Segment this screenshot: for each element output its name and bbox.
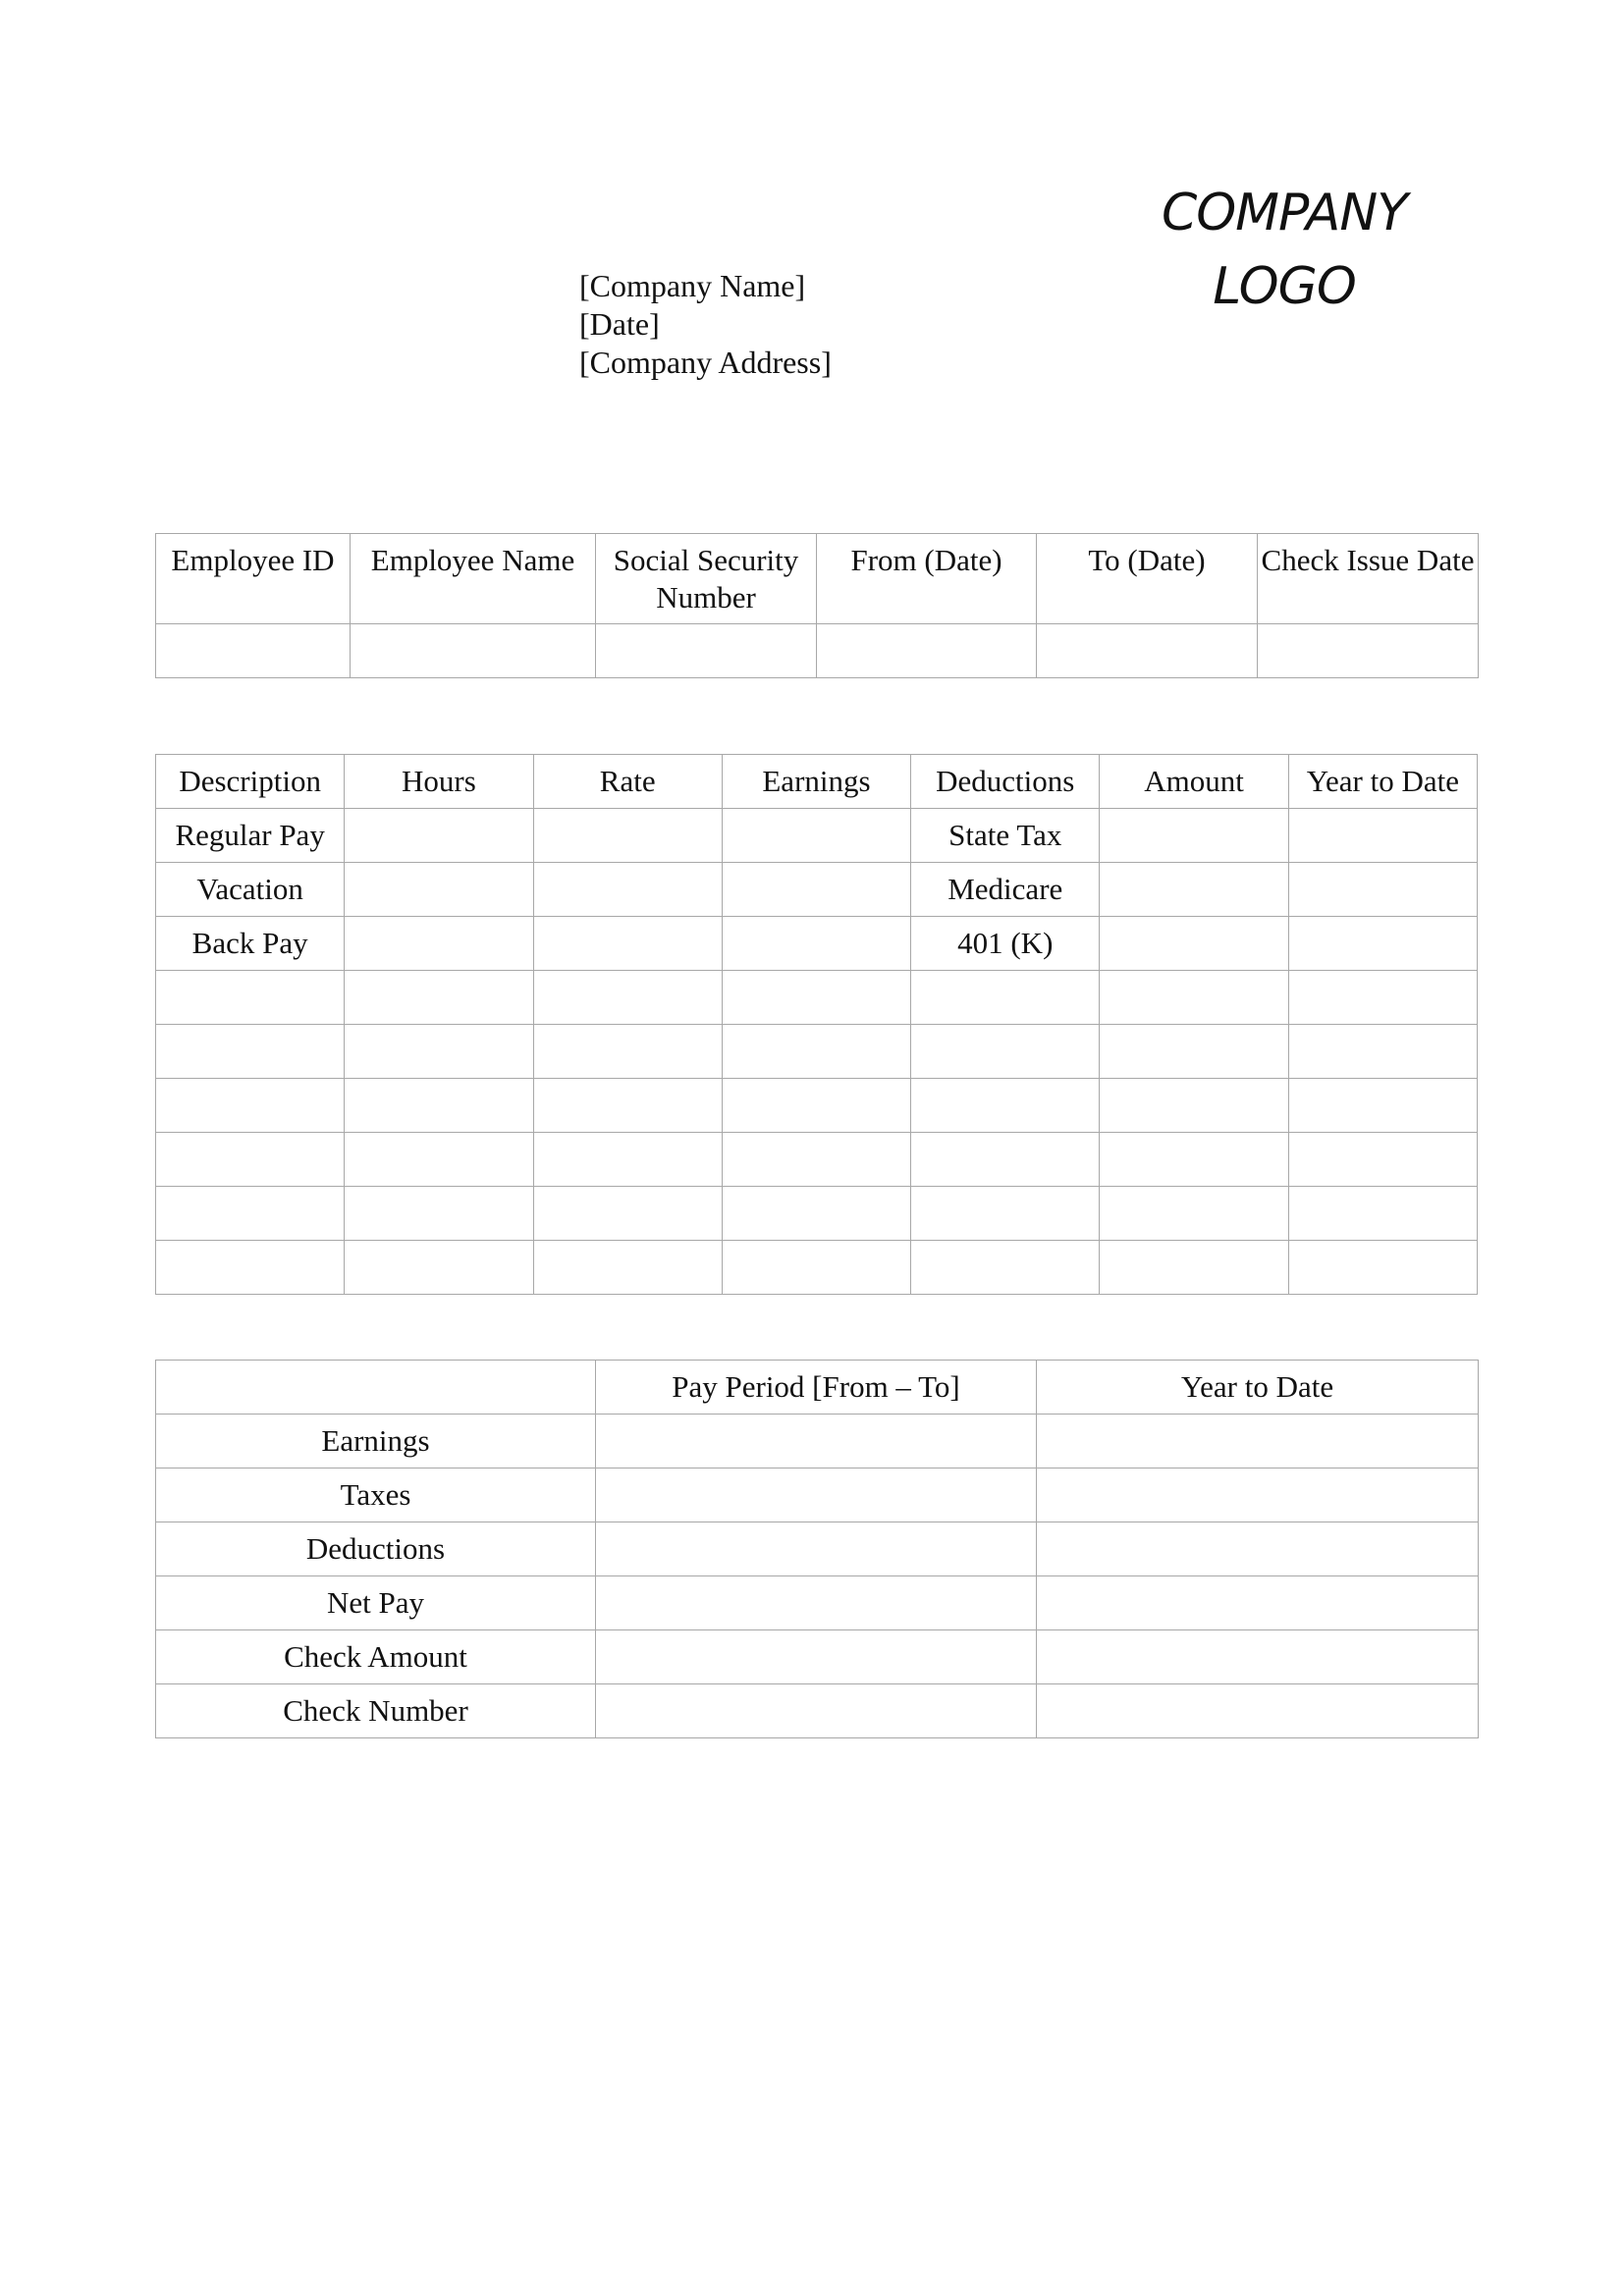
employee-info-table xyxy=(155,533,1479,678)
col-rate: Rate xyxy=(533,755,722,809)
table-row xyxy=(156,917,1478,971)
amount-cell[interactable] xyxy=(1100,863,1288,917)
rate-cell[interactable] xyxy=(533,809,722,863)
rate-cell[interactable] xyxy=(533,1079,722,1133)
pay-period-cell[interactable] xyxy=(596,1522,1037,1576)
pay-period-cell[interactable] xyxy=(596,1630,1037,1684)
logo-line-1: COMPANY xyxy=(1161,184,1408,242)
deduction-cell[interactable]: Medicare xyxy=(911,863,1100,917)
pay-period-cell[interactable] xyxy=(596,1415,1037,1468)
table-row xyxy=(156,1241,1478,1295)
deduction-cell[interactable] xyxy=(911,1241,1100,1295)
deduction-cell[interactable] xyxy=(911,1079,1100,1133)
earnings-deductions-table xyxy=(155,754,1478,1295)
table-row xyxy=(156,1133,1478,1187)
table-row xyxy=(156,624,1479,678)
description-cell[interactable]: Vacation xyxy=(156,863,345,917)
amount-cell[interactable] xyxy=(1100,809,1288,863)
table-row xyxy=(156,809,1478,863)
pay-period-cell[interactable] xyxy=(596,1468,1037,1522)
amount-cell[interactable] xyxy=(1100,1133,1288,1187)
earnings-cell[interactable] xyxy=(722,863,910,917)
earnings-cell[interactable] xyxy=(722,1079,910,1133)
earnings-cell[interactable] xyxy=(722,1241,910,1295)
ytd-cell[interactable] xyxy=(1037,1415,1479,1468)
ytd-cell[interactable] xyxy=(1288,971,1477,1025)
description-cell[interactable] xyxy=(156,1079,345,1133)
earnings-cell[interactable] xyxy=(722,971,910,1025)
hours-cell[interactable] xyxy=(345,917,533,971)
logo-line-2: LOGO xyxy=(1213,257,1356,316)
table-row xyxy=(156,1187,1478,1241)
rate-cell[interactable] xyxy=(533,971,722,1025)
table-row xyxy=(156,1576,1479,1630)
description-cell[interactable]: Back Pay xyxy=(156,917,345,971)
pay-period-cell[interactable] xyxy=(596,1684,1037,1738)
table-row xyxy=(156,1415,1479,1468)
company-address: [Company Address] xyxy=(579,345,832,380)
col-ssn: Social Security Number xyxy=(596,534,817,624)
summary-row-label: Check Number xyxy=(156,1684,596,1738)
amount-cell[interactable] xyxy=(1100,1025,1288,1079)
col-check-issue-date: Check Issue Date xyxy=(1258,534,1479,624)
ytd-cell[interactable] xyxy=(1288,1187,1477,1241)
company-name: [Company Name] xyxy=(579,268,806,303)
ytd-cell[interactable] xyxy=(1037,1630,1479,1684)
hours-cell[interactable] xyxy=(345,1133,533,1187)
table-row xyxy=(156,1468,1479,1522)
hours-cell[interactable] xyxy=(345,863,533,917)
description-cell[interactable] xyxy=(156,1025,345,1079)
hours-cell[interactable] xyxy=(345,809,533,863)
earnings-cell[interactable] xyxy=(722,917,910,971)
description-cell[interactable] xyxy=(156,1187,345,1241)
summary-row-label: Check Amount xyxy=(156,1630,596,1684)
ytd-cell[interactable] xyxy=(1288,1079,1477,1133)
ytd-cell[interactable] xyxy=(1288,809,1477,863)
description-cell[interactable] xyxy=(156,1241,345,1295)
col-year-to-date: Year to Date xyxy=(1037,1361,1479,1415)
table-row xyxy=(156,1630,1479,1684)
rate-cell[interactable] xyxy=(533,1241,722,1295)
earnings-cell[interactable] xyxy=(722,1187,910,1241)
deduction-cell[interactable] xyxy=(911,1133,1100,1187)
col-description: Description xyxy=(156,755,345,809)
hours-cell[interactable] xyxy=(345,1187,533,1241)
deduction-cell[interactable]: State Tax xyxy=(911,809,1100,863)
description-cell[interactable]: Regular Pay xyxy=(156,809,345,863)
deduction-cell[interactable] xyxy=(911,1025,1100,1079)
table-header-row xyxy=(156,755,1478,809)
description-cell[interactable] xyxy=(156,971,345,1025)
ytd-cell[interactable] xyxy=(1288,1133,1477,1187)
col-earnings: Earnings xyxy=(722,755,910,809)
description-cell[interactable] xyxy=(156,1133,345,1187)
ytd-cell[interactable] xyxy=(1288,917,1477,971)
col-amount: Amount xyxy=(1100,755,1288,809)
amount-cell[interactable] xyxy=(1100,1187,1288,1241)
summary-row-label: Taxes xyxy=(156,1468,596,1522)
col-deductions: Deductions xyxy=(911,755,1100,809)
table-row xyxy=(156,1025,1478,1079)
ytd-cell[interactable] xyxy=(1037,1522,1479,1576)
amount-cell[interactable] xyxy=(1100,1079,1288,1133)
ytd-cell[interactable] xyxy=(1037,1468,1479,1522)
col-hours: Hours xyxy=(345,755,533,809)
employee-id-cell[interactable] xyxy=(156,624,351,678)
company-logo xyxy=(1088,177,1481,324)
deduction-cell[interactable] xyxy=(911,1187,1100,1241)
rate-cell[interactable] xyxy=(533,1025,722,1079)
ytd-cell[interactable] xyxy=(1288,863,1477,917)
company-info xyxy=(579,267,832,382)
hours-cell[interactable] xyxy=(345,1025,533,1079)
hours-cell[interactable] xyxy=(345,1241,533,1295)
ssn-cell[interactable] xyxy=(596,624,817,678)
col-blank xyxy=(156,1361,596,1415)
summary-row-label: Net Pay xyxy=(156,1576,596,1630)
rate-cell[interactable] xyxy=(533,1133,722,1187)
summary-row-label: Earnings xyxy=(156,1415,596,1468)
ytd-cell[interactable] xyxy=(1037,1576,1479,1630)
col-year-to-date: Year to Date xyxy=(1288,755,1477,809)
rate-cell[interactable] xyxy=(533,917,722,971)
col-employee-id: Employee ID xyxy=(156,534,351,624)
table-header-row xyxy=(156,534,1479,624)
table-header-row xyxy=(156,1361,1479,1415)
hours-cell[interactable] xyxy=(345,1079,533,1133)
ytd-cell[interactable] xyxy=(1037,1684,1479,1738)
pay-summary-table xyxy=(155,1360,1479,1738)
table-row xyxy=(156,1522,1479,1576)
pay-period-cell[interactable] xyxy=(596,1576,1037,1630)
earnings-cell[interactable] xyxy=(722,809,910,863)
check-issue-date-cell[interactable] xyxy=(1258,624,1479,678)
table-row xyxy=(156,971,1478,1025)
amount-cell[interactable] xyxy=(1100,917,1288,971)
from-date-cell[interactable] xyxy=(817,624,1037,678)
amount-cell[interactable] xyxy=(1100,971,1288,1025)
employee-name-cell[interactable] xyxy=(351,624,596,678)
col-pay-period: Pay Period [From – To] xyxy=(596,1361,1037,1415)
rate-cell[interactable] xyxy=(533,863,722,917)
amount-cell[interactable] xyxy=(1100,1241,1288,1295)
ytd-cell[interactable] xyxy=(1288,1241,1477,1295)
summary-row-label: Deductions xyxy=(156,1522,596,1576)
ytd-cell[interactable] xyxy=(1288,1025,1477,1079)
table-row xyxy=(156,1079,1478,1133)
col-from-date: From (Date) xyxy=(817,534,1037,624)
table-row xyxy=(156,1684,1479,1738)
to-date-cell[interactable] xyxy=(1037,624,1258,678)
col-to-date: To (Date) xyxy=(1037,534,1258,624)
earnings-cell[interactable] xyxy=(722,1133,910,1187)
earnings-cell[interactable] xyxy=(722,1025,910,1079)
hours-cell[interactable] xyxy=(345,971,533,1025)
deduction-cell[interactable] xyxy=(911,971,1100,1025)
rate-cell[interactable] xyxy=(533,1187,722,1241)
deduction-cell[interactable]: 401 (K) xyxy=(911,917,1100,971)
document-date: [Date] xyxy=(579,306,660,342)
table-row xyxy=(156,863,1478,917)
col-employee-name: Employee Name xyxy=(351,534,596,624)
